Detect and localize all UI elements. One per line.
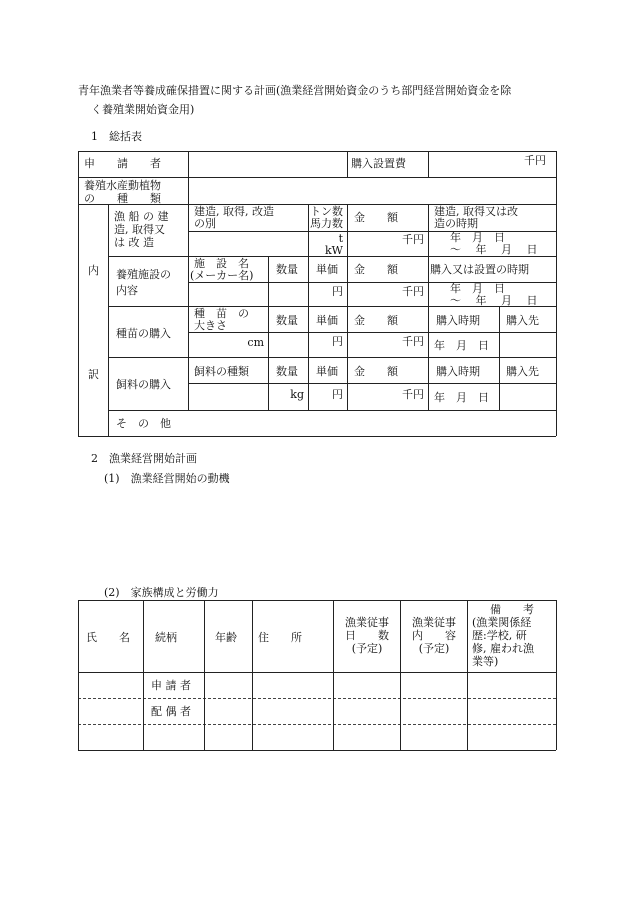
family-col-remarks-line2: (漁業関係経 xyxy=(472,616,532,629)
feed-unit-price-header: 単価 xyxy=(316,365,338,378)
feed-date: 年 月 日 xyxy=(434,391,489,404)
seed-unit-cm: cm xyxy=(247,336,264,349)
document-title-line2: く養殖業開始資金用) xyxy=(91,103,195,116)
facility-unit-yen: 円 xyxy=(332,285,343,298)
boat-date-from: 年 月 日 xyxy=(450,231,505,244)
facility-date-from: 年 月 日 xyxy=(450,282,505,295)
boat-unit-kw: kW xyxy=(325,244,343,257)
subsection-1-heading: (1) 漁業経営開始の動機 xyxy=(104,472,230,485)
feed-qty-header: 数量 xyxy=(276,365,298,378)
section-1-heading: 1 総括表 xyxy=(91,130,142,143)
seed-amount-unit: 千円 xyxy=(402,335,424,348)
family-col-remarks-line3: 歴:学校, 研 xyxy=(472,629,527,642)
boat-tonnage-header-line1: トン数 xyxy=(310,205,343,218)
boat-label-line3: は 改 造 xyxy=(114,236,154,249)
purchase-cost-label: 購入設置費 xyxy=(351,157,406,170)
family-row2-relation: 配 偶 者 xyxy=(151,705,191,718)
boat-amount-unit: 千円 xyxy=(402,233,424,246)
facility-label-line1: 養殖施設の xyxy=(116,268,171,281)
facility-amount-header: 金 額 xyxy=(354,263,398,276)
family-col-remarks-line5: 業等) xyxy=(472,655,499,668)
boat-label-line2: 造, 取得又 xyxy=(114,223,165,236)
family-col-age: 年齢 xyxy=(215,631,237,644)
family-col-content-line3: (予定) xyxy=(418,642,450,655)
facility-unit-price-header: 単価 xyxy=(316,263,338,276)
subsection-2-heading: (2) 家族構成と労働力 xyxy=(104,586,219,599)
family-col-content-line2: 内 容 xyxy=(412,629,456,642)
facility-name-header-line1: 施 設 名 xyxy=(194,257,249,270)
feed-label: 飼料の購入 xyxy=(116,378,171,391)
facility-date-to: ～ 年 月 日 xyxy=(450,294,538,307)
facility-label-line2: 内容 xyxy=(116,284,138,297)
family-col-remarks-line1: 備 考 xyxy=(490,603,534,616)
feed-vendor-header: 購入先 xyxy=(506,365,539,378)
seed-timing-header: 購入時期 xyxy=(436,314,480,327)
family-col-name: 氏 名 xyxy=(86,631,130,644)
feed-unit-kg: kg xyxy=(290,388,304,401)
other-label: そ の 他 xyxy=(116,417,171,430)
family-col-content-line1: 漁業従事 xyxy=(412,616,456,629)
feed-amount-header: 金 額 xyxy=(354,365,398,378)
family-col-address: 住 所 xyxy=(258,631,302,644)
seed-date: 年 月 日 xyxy=(434,339,489,352)
seed-amount-header: 金 額 xyxy=(354,314,398,327)
breakdown-label-1: 内 xyxy=(88,264,99,277)
boat-amount-header: 金 額 xyxy=(354,211,398,224)
seed-label: 種苗の購入 xyxy=(116,327,171,340)
family-col-days-line2: 日 数 xyxy=(345,629,389,642)
section-2-heading: 2 漁業経営開始計画 xyxy=(91,452,197,465)
purchase-cost-unit: 千円 xyxy=(524,154,546,167)
boat-timing-header-line1: 建造, 取得又は改 xyxy=(434,205,518,218)
boat-unit-t: t xyxy=(338,232,343,245)
feed-timing-header: 購入時期 xyxy=(436,365,480,378)
seed-size-header-line2: 大きさ xyxy=(194,319,227,332)
feed-kind-header: 飼料の種類 xyxy=(194,365,249,378)
family-col-relation: 続柄 xyxy=(155,631,177,644)
document-title-line1: 青年漁業者等養成確保措置に関する計画(漁業経営開始資金のうち部門経営開始資金を除 xyxy=(78,84,512,97)
feed-amount-unit: 千円 xyxy=(402,388,424,401)
seed-unit-yen: 円 xyxy=(332,335,343,348)
boat-type-header-line1: 建造, 取得, 改造 xyxy=(194,205,274,218)
boat-timing-header-line2: 造の時期 xyxy=(434,217,478,230)
family-col-remarks-line4: 修, 雇われ漁 xyxy=(472,642,534,655)
boat-type-header-line2: の別 xyxy=(194,217,216,230)
family-row1-relation: 申 請 者 xyxy=(151,679,191,692)
applicant-label: 申 請 者 xyxy=(84,157,161,170)
feed-unit-yen: 円 xyxy=(332,388,343,401)
facility-amount-unit: 千円 xyxy=(402,285,424,298)
boat-tonnage-header-line2: 馬力数 xyxy=(310,217,343,230)
facility-timing-header: 購入又は設置の時期 xyxy=(430,263,529,276)
seed-size-header-line1: 種 苗 の xyxy=(194,307,249,320)
seed-qty-header: 数量 xyxy=(276,314,298,327)
species-label-line1: 養殖水産動植物 xyxy=(84,179,161,192)
seed-unit-price-header: 単価 xyxy=(316,314,338,327)
boat-date-to: ～ 年 月 日 xyxy=(450,243,538,256)
boat-label-line1: 漁 船 の 建 xyxy=(114,210,169,223)
breakdown-label-2: 訳 xyxy=(88,368,99,381)
seed-vendor-header: 購入先 xyxy=(506,314,539,327)
family-col-days-line1: 漁業従事 xyxy=(345,616,389,629)
species-label-line2: の 種 類 xyxy=(84,192,161,205)
facility-qty-header: 数量 xyxy=(276,263,298,276)
family-col-days-line3: (予定) xyxy=(351,642,383,655)
facility-name-header-line2: (メーカー名) xyxy=(190,269,254,282)
